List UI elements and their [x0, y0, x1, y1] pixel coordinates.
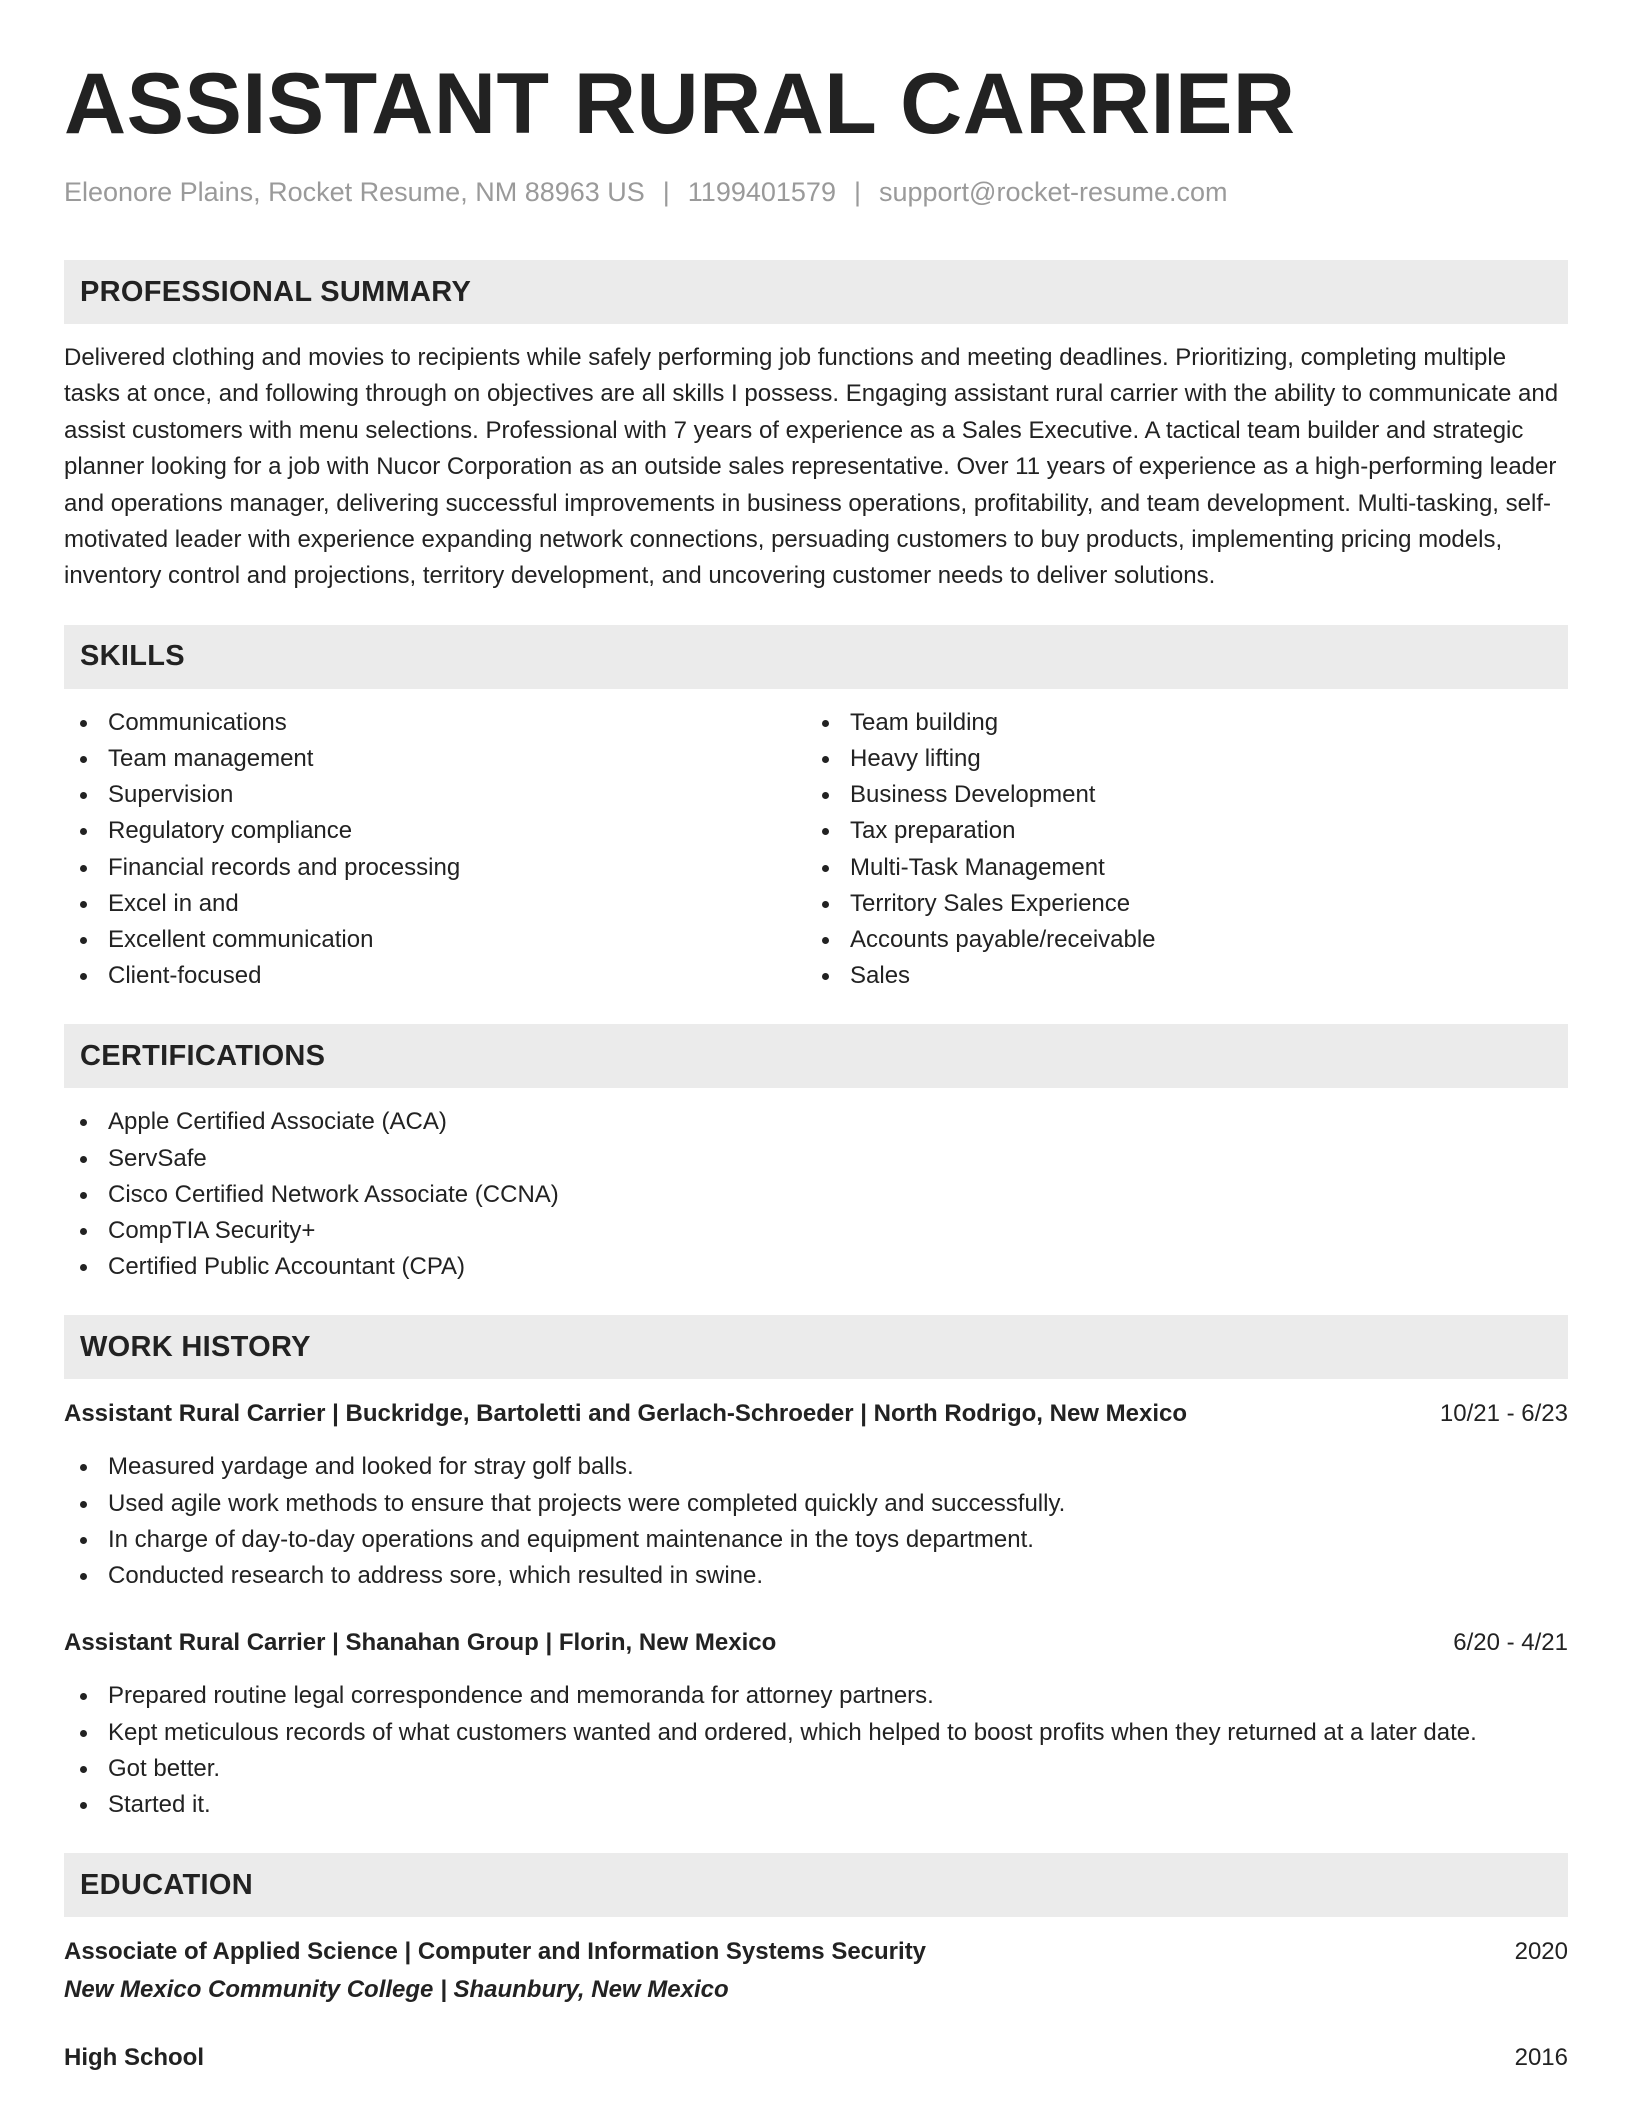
- job-header: [64, 1397, 1568, 1431]
- education-header: [64, 1935, 1568, 1969]
- summary-text: Delivered clothing and movies to recipients while safely performing job functions and meeting deadlines. Prioritizing, completing multiple tasks at once, and following through on objectives are all skills I possess. Engaging assistant rural carrier with the ability to communicate and assist customers with menu selections. Professional with 7 years of experience as a Sales Executive. A tactical team builder and strategic planner looking for a job with Nucor Corporation as an outside sales representative. Over 11 years of experience as a high-performing leader and operations manager, delivering successful improvements in business operations, profitability, and team development. Multi-tasking, self-motivated leader with experience expanding network connections, persuading customers to buy products, implementing pricing models, inventory control and projections, territory development, and uncovering customer needs to deliver solutions.: [64, 344, 1559, 590]
- section-header-education: EDUCATION: [64, 1853, 1568, 1917]
- skill-item: Excellent communication: [64, 922, 806, 958]
- skill-item: Communications: [64, 705, 806, 741]
- contact-address: Eleonore Plains, Rocket Resume, NM 88963 US: [64, 177, 645, 207]
- section-header-work-history: WORK HISTORY: [64, 1315, 1568, 1379]
- certifications-list: [64, 1104, 1568, 1285]
- contact-separator: |: [853, 177, 861, 207]
- skill-item: Supervision: [64, 777, 806, 813]
- contact-separator: |: [662, 177, 670, 207]
- education-school: New Mexico Community College | Shaunbury, New Mexico: [64, 1976, 729, 2004]
- job-duty: Used agile work methods to ensure that projects were completed quickly and successfully.: [64, 1486, 1568, 1522]
- skill-item: Client-focused: [64, 958, 806, 994]
- skill-item: Financial records and processing: [64, 850, 806, 886]
- certification-item: Certified Public Accountant (CPA): [64, 1249, 1568, 1285]
- skill-item: Regulatory compliance: [64, 813, 806, 849]
- certification-item: ServSafe: [64, 1141, 1568, 1177]
- certification-item: Cisco Certified Network Associate (CCNA): [64, 1177, 1568, 1213]
- job-title: Assistant Rural Carrier | Shanahan Group | Florin, New Mexico: [64, 1629, 777, 1657]
- job-duty: Measured yardage and looked for stray golf balls.: [64, 1449, 1568, 1485]
- education-year: 2016: [1514, 2044, 1568, 2072]
- skill-item: Sales: [806, 958, 1548, 994]
- section-header-summary: PROFESSIONAL SUMMARY: [64, 260, 1568, 324]
- section-header-certifications: CERTIFICATIONS: [64, 1024, 1568, 1088]
- job-duty: In charge of day-to-day operations and equipment maintenance in the toys department.: [64, 1522, 1568, 1558]
- skills-list: [64, 705, 1568, 995]
- skill-item: Team building: [806, 705, 1548, 741]
- job-duty: Prepared routine legal correspondence and memoranda for attorney partners.: [64, 1678, 1568, 1714]
- contact-email: support@rocket-resume.com: [878, 177, 1228, 207]
- skills-column-left: [64, 705, 806, 995]
- education-degree: High School: [64, 2044, 204, 2072]
- education-entry: [64, 1935, 1568, 2007]
- section-header-skills: SKILLS: [64, 625, 1568, 689]
- job-duties: [64, 1678, 1568, 1823]
- skill-item: Multi-Task Management: [806, 850, 1548, 886]
- job-entry: [64, 1626, 1568, 1823]
- job-duty: Kept meticulous records of what customers wanted and ordered, which helped to boost profits when they returned at a later date.: [64, 1715, 1568, 1751]
- job-entry: [64, 1397, 1568, 1594]
- contact-line: [64, 174, 1568, 210]
- job-duty: Conducted research to address sore, which resulted in swine.: [64, 1558, 1568, 1594]
- job-duties: [64, 1449, 1568, 1594]
- education-degree: Associate of Applied Science | Computer and Information Systems Security: [64, 1938, 927, 1966]
- skill-item: Team management: [64, 741, 806, 777]
- skill-item: Tax preparation: [806, 813, 1548, 849]
- resume-name: ASSISTANT RURAL CARRIER: [64, 56, 1296, 152]
- certification-item: Apple Certified Associate (ACA): [64, 1104, 1568, 1140]
- skills-column-right: [806, 705, 1548, 995]
- education-header: [64, 2041, 1568, 2075]
- job-duty: Got better.: [64, 1751, 1568, 1787]
- job-title: Assistant Rural Carrier | Buckridge, Bartoletti and Gerlach-Schroeder | North Rodrigo, New Mexico: [64, 1400, 1188, 1428]
- certification-item: CompTIA Security+: [64, 1213, 1568, 1249]
- skill-item: Business Development: [806, 777, 1548, 813]
- skill-item: Territory Sales Experience: [806, 886, 1548, 922]
- contact-phone: 1199401579: [687, 177, 836, 207]
- job-dates: 10/21 - 6/23: [1439, 1400, 1568, 1428]
- education-entry: [64, 2041, 1568, 2075]
- skill-item: Excel in and: [64, 886, 806, 922]
- skill-item: Heavy lifting: [806, 741, 1548, 777]
- job-dates: 6/20 - 4/21: [1453, 1629, 1568, 1657]
- job-header: [64, 1626, 1568, 1660]
- job-duty: Started it.: [64, 1787, 1568, 1823]
- skill-item: Accounts payable/receivable: [806, 922, 1548, 958]
- education-year: 2020: [1514, 1938, 1568, 1966]
